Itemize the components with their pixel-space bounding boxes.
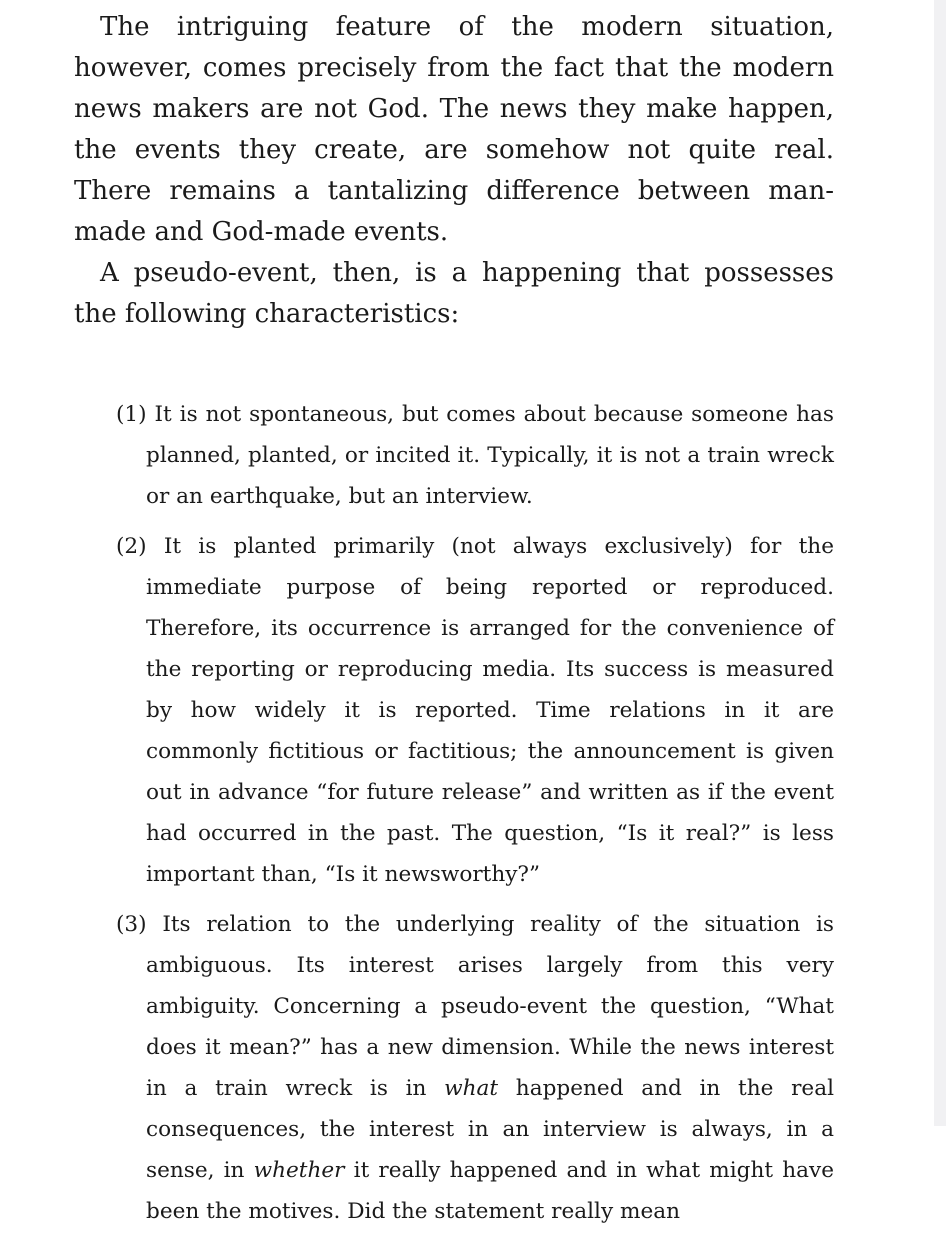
book-page [74,7,834,1241]
characteristics-list [74,394,834,1232]
item-text: It is planted primarily (not always exclusively) for the immediate purpose of being reported or reproduced. Therefore, its occurrence is arranged for the convenience of the reporting or reproducing media. Its success is measured by how widely it is reported. Time relations in it are commonly fictitious or factitious; the announcement is given out in advance “for future release” and written as if the event had occurred in the past. The question, “Is it real?” is less important than, “Is it newsworthy?” [146,534,834,887]
emphasis-whether: whether [253,1158,345,1183]
item-text: It is not spontaneous, but comes about because someone has planned, planted, or incited it. Typically, it is not a train wreck or an earthquake, but an interview. [146,402,834,509]
item-text: happened and in the real consequences, the interest in an interview is always, in a sense, in [146,1076,834,1183]
item-text: it really happened and in what might have been the motives. Did the statement really mean [146,1158,834,1224]
emphasis-what: what [444,1076,499,1101]
paragraph-definition: A pseudo-event, then, is a happening that possesses the following characteristics: [74,258,834,329]
paragraph-intro: The intriguing feature of the modern situation, however, comes precisely from the fact that the modern news makers are not God. The news they make happen, the events they create, are somehow not quite real. There remains a tantalizing difference between man-made and God-made events. [74,12,834,247]
list-item [116,904,834,1232]
list-item [116,394,834,517]
item-number: (3) [116,912,147,937]
item-number: (2) [116,534,147,559]
item-text: Its relation to the underlying reality of the situation is ambiguous. Its interest arises largely from this very ambiguity. Concerning a pseudo-event the question, “What does it mean?” has a new dimension. While the news interest in a train wreck is in [146,912,834,1101]
scrollbar-track[interactable] [934,0,946,1126]
list-item [116,526,834,895]
item-number: (1) [116,402,147,427]
